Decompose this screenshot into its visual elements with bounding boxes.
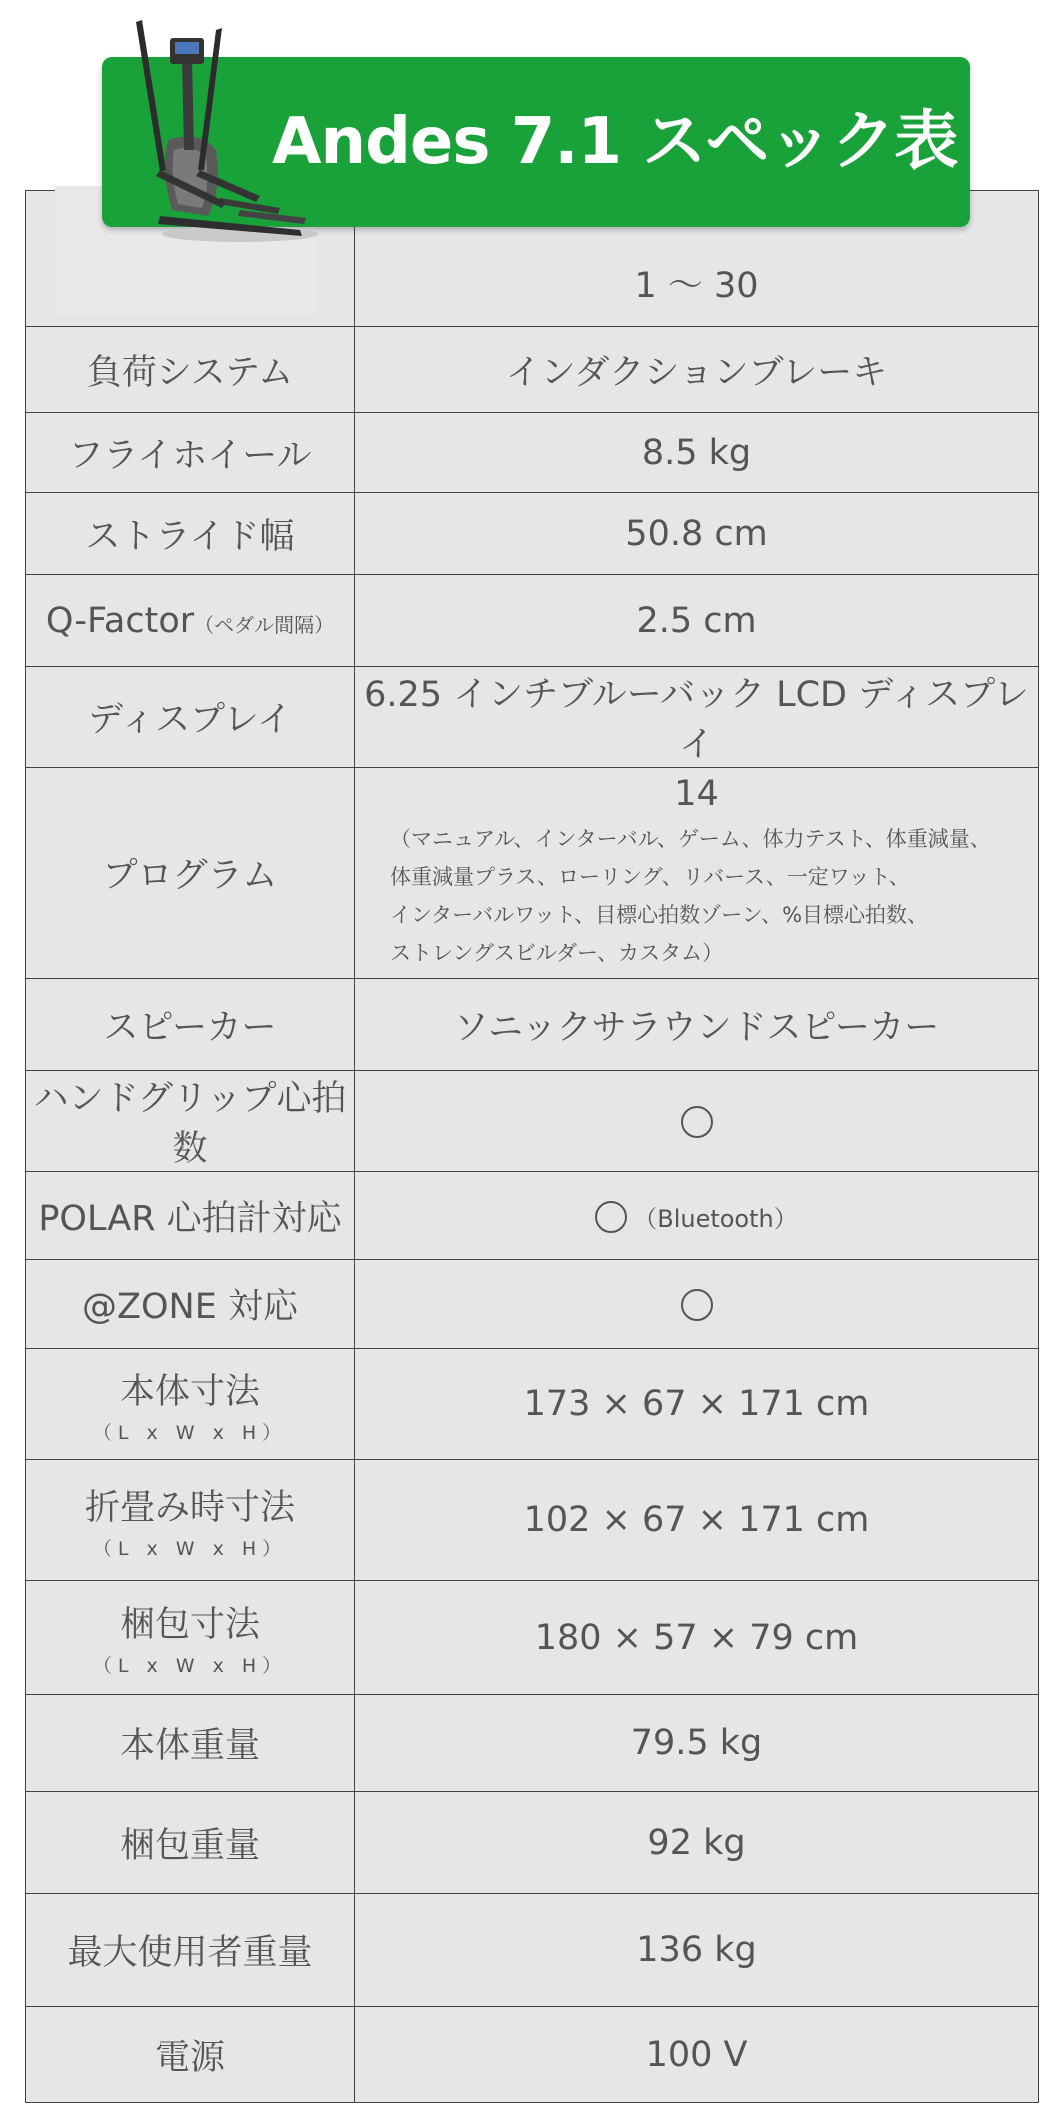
table-row <box>26 1071 1039 1172</box>
table-row <box>26 2007 1039 2103</box>
program-count: 14 <box>674 774 719 814</box>
spec-value-program <box>355 768 1039 979</box>
spec-value-package-weight: 92 kg <box>355 1792 1039 1894</box>
spec-value-body-dim: 173 × 67 × 171 cm <box>355 1349 1039 1460</box>
table-row <box>26 413 1039 493</box>
table-row <box>26 768 1039 979</box>
check-circle-icon <box>681 1106 713 1138</box>
spec-label-program: プログラム <box>26 768 355 979</box>
program-list <box>355 820 1038 972</box>
check-circle-icon <box>681 1289 713 1321</box>
spec-label-package-dim <box>26 1581 355 1695</box>
spec-label-q-factor <box>26 575 355 667</box>
table-row <box>26 493 1039 575</box>
spec-label-speaker: スピーカー <box>26 979 355 1071</box>
spec-value-load-system: インダクションブレーキ <box>355 327 1039 413</box>
spec-label-folded-dim <box>26 1460 355 1581</box>
spec-value-zone <box>355 1260 1039 1349</box>
table-row <box>26 327 1039 413</box>
table-row <box>26 667 1039 768</box>
program-list-line: 体重減量プラス、ローリング、リバース、一定ワット、 <box>390 865 910 889</box>
spec-label-load-system: 負荷システム <box>26 327 355 413</box>
table-row <box>26 575 1039 667</box>
spec-label-zone: @ZONE 対応 <box>26 1260 355 1349</box>
spec-value-speaker: ソニックサラウンドスピーカー <box>355 979 1039 1071</box>
package-dim-sub-label: （L x W x H） <box>92 1655 288 1677</box>
spec-label-polar: POLAR 心拍計対応 <box>26 1172 355 1260</box>
spec-value-body-weight: 79.5 kg <box>355 1695 1039 1792</box>
spec-value-display: 6.25 インチブルーバック LCD ディスプレイ <box>355 667 1039 768</box>
spec-label-flywheel: フライホイール <box>26 413 355 493</box>
table-row <box>26 1349 1039 1460</box>
table-row <box>26 1460 1039 1581</box>
folded-dim-sub-label: （L x W x H） <box>92 1537 288 1560</box>
spec-value-package-dim: 180 × 57 × 79 cm <box>355 1581 1039 1695</box>
spec-label-package-weight: 梱包重量 <box>26 1792 355 1894</box>
program-list-line: ストレングスビルダー、カスタム） <box>390 941 724 965</box>
spec-label-stride: ストライド幅 <box>26 493 355 575</box>
table-row <box>26 1792 1039 1894</box>
spec-value-flywheel: 8.5 kg <box>355 413 1039 493</box>
body-dim-label: 本体寸法 <box>119 1371 260 1412</box>
elliptical-machine-image <box>130 20 320 250</box>
table-row <box>26 1894 1039 2007</box>
package-dim-label: 梱包寸法 <box>119 1605 260 1645</box>
page-title: Andes 7.1 スペック表 <box>272 105 958 179</box>
spec-value-hand-grip <box>355 1071 1039 1172</box>
spec-value-load-level: 1 ～ 30 <box>355 191 1039 327</box>
spec-table <box>25 190 1039 2103</box>
spec-label-body-weight: 本体重量 <box>26 1695 355 1792</box>
bluetooth-note: （Bluetooth） <box>633 1205 798 1233</box>
table-row <box>26 1172 1039 1260</box>
spec-value-max-user-weight: 136 kg <box>355 1894 1039 2007</box>
body-dim-sub-label: （L x W x H） <box>92 1421 288 1444</box>
check-circle-icon <box>595 1201 627 1233</box>
spec-value-q-factor: 2.5 cm <box>355 575 1039 667</box>
table-row <box>26 1695 1039 1792</box>
folded-dim-label: 折畳み時寸法 <box>84 1487 295 1528</box>
spec-value-folded-dim: 102 × 67 × 171 cm <box>355 1460 1039 1581</box>
program-list-line: （マニュアル、インターバル、ゲーム、体力テスト、体重減量、 <box>390 827 991 851</box>
spec-label-hand-grip: ハンドグリップ心拍数 <box>26 1071 355 1172</box>
program-list-line: インターバルワット、目標心拍数ゾーン、%目標心拍数、 <box>390 903 929 927</box>
table-row <box>26 1581 1039 1695</box>
q-factor-sub-label: （ペダル間隔） <box>194 612 335 637</box>
q-factor-label: Q-Factor <box>45 600 195 641</box>
spec-label-display: ディスプレイ <box>26 667 355 768</box>
spec-label-power: 電源 <box>26 2007 355 2103</box>
spec-label-body-dim <box>26 1349 355 1460</box>
spec-label-max-user-weight: 最大使用者重量 <box>26 1894 355 2007</box>
spec-value-stride: 50.8 cm <box>355 493 1039 575</box>
spec-value-power: 100 V <box>355 2007 1039 2103</box>
table-row <box>26 979 1039 1071</box>
table-row <box>26 1260 1039 1349</box>
spec-value-polar <box>355 1172 1039 1260</box>
